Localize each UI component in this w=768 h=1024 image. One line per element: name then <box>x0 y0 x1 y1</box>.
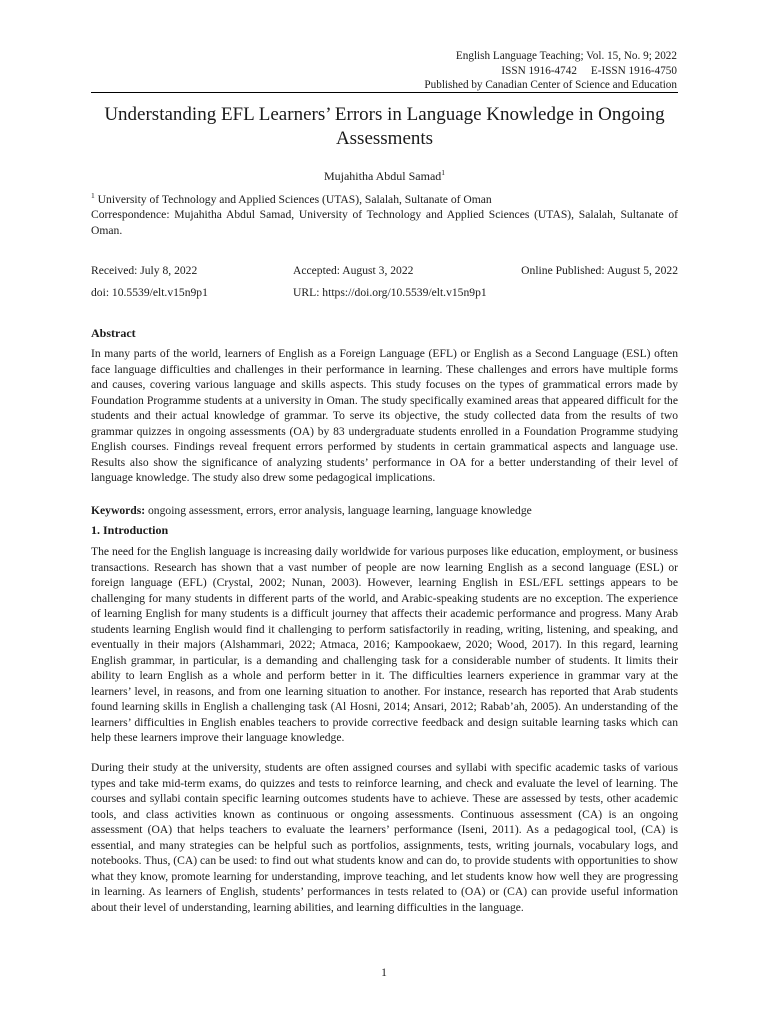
publication-dates <box>91 264 678 308</box>
affiliation-mark: 1 <box>91 191 95 200</box>
accepted-date: Accepted: August 3, 2022 <box>293 264 414 277</box>
author-affil-mark: 1 <box>441 168 446 177</box>
abstract-heading: Abstract <box>91 326 136 340</box>
author-line <box>91 168 678 184</box>
keywords-text: ongoing assessment, errors, error analysis, language learning, language knowledge <box>145 504 532 517</box>
received-date: Received: July 8, 2022 <box>91 264 198 277</box>
issn-line: ISSN 1916-4742 E-ISSN 1916-4750 <box>501 64 677 77</box>
published-date: Online Published: August 5, 2022 <box>521 264 678 277</box>
publisher-line: Published by Canadian Center of Science and Education <box>424 79 677 91</box>
abstract-text: In many parts of the world, learners of English as a Foreign Language (EFL) or English as a Second Language (ESL) often face language difficulties and challenges in their performance in learning. These challenges and errors have multiple forms and causes, covering various language and skills aspects. This study focuses on the types of grammatical errors made by Foundation Programme students at a university in Oman. The study specifically examined areas that appeared difficult for the students and their actual knowledge of grammar. To serve its objective, the study collected data from the results of two grammar quizzes in ongoing assessments (OA) by 83 undergraduate students enrolled in a Foundation Programme studying English courses. Findings reveal frequent errors performed by students in certain grammatical aspects and language use. Results also show the significance of analyzing students’ performance in OA for a better understanding of their level of language knowledge. The study also drew some pedagogical implications. <box>91 347 678 484</box>
introduction-paragraph-2: During their study at the university, students are often assigned courses and syllabi with specific academic tasks of various types and take mid-term exams, do quizzes and tests to reinforce learning, and check and evaluate the level of learning. The courses and syllabi contain specific learning outcomes students have to achieve. These are assessed by tests, other academic tools, and class activities known as continuous or ongoing assessments. Continuous assessment (CA) is an ongoing assessment (OA) that helps teachers to evaluate the learners’ performance (Iseni, 2011). As a pedagogical tool, (CA) is essential, and many strategies can be helpful such as portfolios, assignments, tests, writing journals, vocabulary logs, and notebooks. Thus, (CA) can be used: to find out what students know and can do, to provide students with opportunities to show what they know, promote learning for understanding, improve teaching, and let students know how well they are progressing in learning. As learners of English, students’ performances in tests related to (OA) or (CA) can provide useful information about their level of understanding, learning abilities, and learning difficulties in the language. <box>91 761 678 914</box>
doi: doi: 10.5539/elt.v15n9p1 <box>91 286 208 299</box>
header-rule <box>91 92 678 93</box>
correspondence: Correspondence: Mujahitha Abdul Samad, University of Technology and Applied Sciences (UTAS), Salalah, Sultanate of Oman. <box>91 208 678 237</box>
journal-citation: English Language Teaching; Vol. 15, No. 9; 2022 <box>455 50 677 62</box>
author-name: Mujahitha Abdul Samad <box>323 169 442 183</box>
paper-title: Understanding EFL Learners’ Errors in Language Knowledge in Ongoing Assessments <box>104 104 665 149</box>
introduction-heading: 1. Introduction <box>91 523 169 537</box>
affiliation-text: University of Technology and Applied Sciences (UTAS), Salalah, Sultanate of Oman <box>94 192 492 206</box>
doi-url-link[interactable]: URL: https://doi.org/10.5539/elt.v15n9p1 <box>293 286 487 299</box>
journal-header <box>257 49 677 93</box>
keywords <box>91 504 678 518</box>
affiliation <box>91 189 678 207</box>
keywords-label: Keywords: <box>91 504 146 517</box>
page-number: 1 <box>381 966 387 979</box>
introduction-paragraph-1: The need for the English language is increasing daily worldwide for various purposes like education, employment, or business transactions. Research has shown that a vast number of people are now learning English as a second language (ESL) or foreign language (EFL) (Crystal, 2002; Nunan, 2003). However, learning English in ESL/EFL settings appears to be challenging for many students in different parts of the world, and Arabic-speaking students are no exception. The experience of learning English for many students is a difficult journey that affects their academic performance and progress. Many Arab students learning English would find it challenging to perform satisfactorily in reading, writing, listening, and speaking, and eventually in their majors (Alshammari, 2022; Atmaca, 2016; Kampookaew, 2020; Wood, 2017). In this regard, learning English grammar, in particular, is a demanding and challenging task for a considerable number of students. It limits their ability to learn English as a whole and perform better in it. The difficulties learners experience in grammar vary at the learners’ level, in reasons, and from one learning situation to another. For instance, research has reported that Arab students found learning skills in English a challenging task (Al Hosni, 2014; Ansari, 2012; Rabab’ah, 2005). An understanding of the learners’ difficulties in English enables teachers to provide corrective feedback and design suitable learning tasks which can help these learners improve their language knowledge. <box>91 545 678 744</box>
